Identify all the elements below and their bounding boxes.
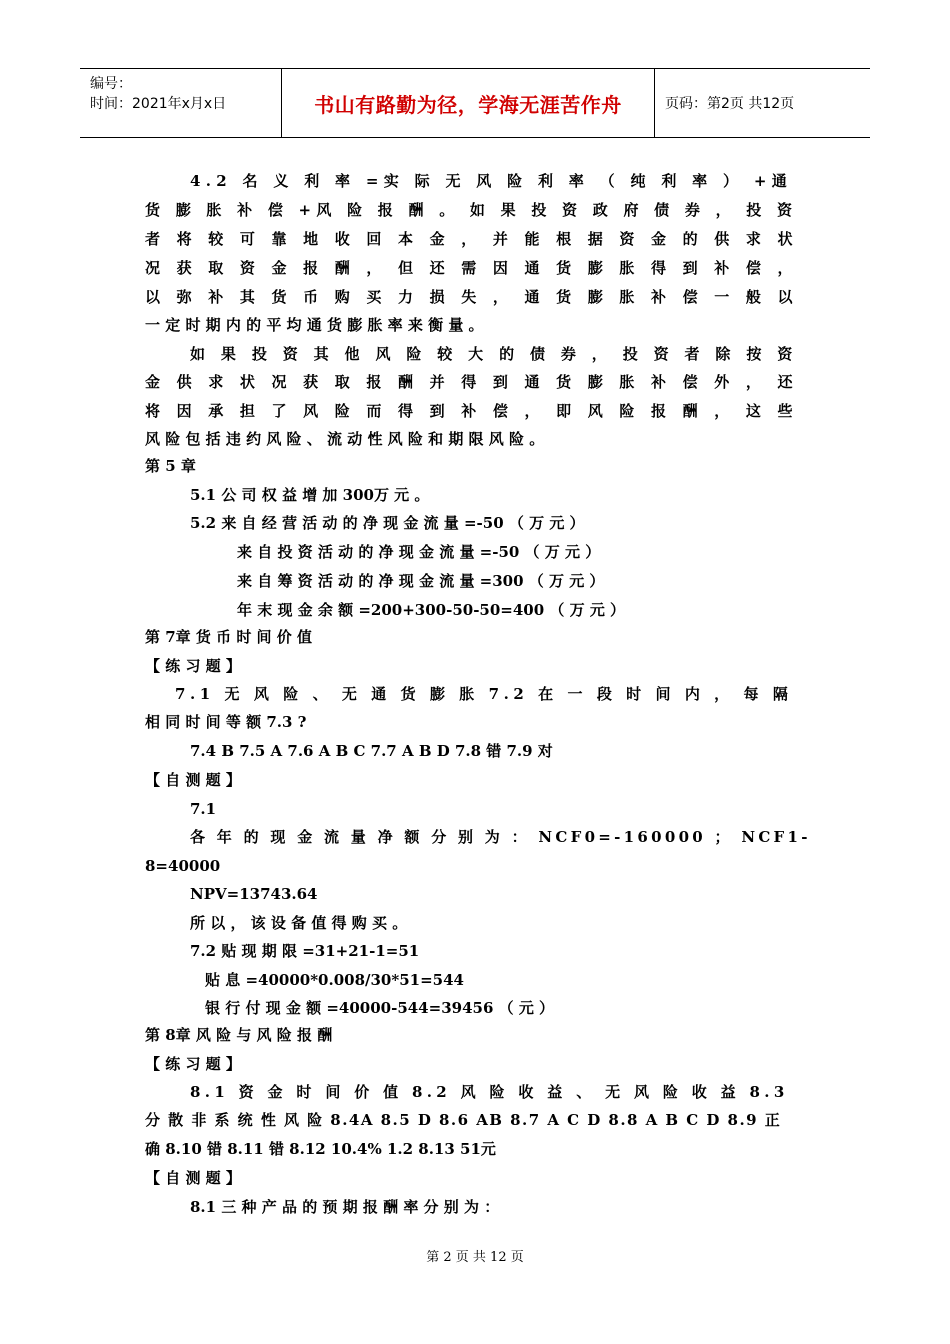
- text-line: 7.1 无 风 险 、 无 通 货 膨 胀 7.2 在 一 段 时 间 内 ， 每 隔: [175, 685, 793, 703]
- text-line: 货 膨 胀 补 偿 +风 险 报 酬 。 如 果 投 资 政 府 债 券 ， 投 资: [145, 201, 798, 219]
- text-line: NPV=13743.64: [190, 885, 318, 903]
- text-line: 者 将 较 可 靠 地 收 回 本 金 ， 并 能 根 据 资 金 的 供 求 状: [145, 230, 799, 248]
- text-line: 各 年 的 现 金 流 量 净 额 分 别 为 ： NCF0=-160000 ； NCF1-: [190, 828, 811, 846]
- text-line: 【 自 测 题 】: [145, 771, 241, 789]
- text-line: 【 练 习 题 】: [145, 1055, 241, 1073]
- text-line: 来 自 筹 资 活 动 的 净 现 金 流 量 =300 （ 万 元 ）: [237, 572, 605, 590]
- page-footer: 第 2 页 共 12 页: [426, 1250, 524, 1265]
- text-line: 【 练 习 题 】: [145, 657, 241, 675]
- text-line: 第 7章 货 币 时 间 价 值: [145, 628, 312, 646]
- header-meta-cell: [80, 69, 282, 137]
- header-page-info: 页码：第2页 共12页: [665, 96, 795, 112]
- page-header: [80, 68, 870, 138]
- text-line: 5.1 公 司 权 益 增 加 300万 元 。: [190, 486, 430, 504]
- text-line: 况 获 取 资 金 报 酬 ， 但 还 需 因 通 货 膨 胀 得 到 补 偿 ，: [145, 259, 799, 277]
- text-line: 4.2 名 义 利 率 =实 际 无 风 险 利 率 （ 纯 利 率 ） +通: [190, 172, 793, 190]
- text-line: 分 散 非 系 统 性 风 险 8.4A 8.5 D 8.6 AB 8.7 A C D 8.8 A B C D 8.9 正: [145, 1111, 782, 1129]
- text-line: 以 弥 补 其 货 币 购 买 力 损 失 ， 通 货 膨 胀 补 偿 一 般 以: [145, 288, 799, 306]
- text-line: 银 行 付 现 金 额 =40000-544=39456 （ 元 ）: [205, 999, 555, 1017]
- text-line: 相 同 时 间 等 额 7.3 ?: [145, 713, 307, 731]
- text-line: 7.4 B 7.5 A 7.6 A B C 7.7 A B D 7.8 错 7.9 对: [190, 742, 553, 760]
- text-line: 金 供 求 状 况 获 取 报 酬 并 得 到 通 货 膨 胀 补 偿 外 ， 还: [145, 373, 799, 391]
- text-line: 【 自 测 题 】: [145, 1169, 241, 1187]
- text-line: 将 因 承 担 了 风 险 而 得 到 补 偿 ， 即 风 险 报 酬 ， 这 些: [145, 402, 799, 420]
- text-line: 7.1: [190, 800, 217, 818]
- header-motto: 书山有路勤为径，学海无涯苦作舟: [282, 69, 655, 137]
- text-line: 风 险 包 括 违 约 风 险 、 流 动 性 风 险 和 期 限 风 险 。: [145, 430, 545, 448]
- text-line: 贴 息 =40000*0.008/30*51=544: [205, 971, 464, 989]
- text-line: 第 8章 风 险 与 风 险 报 酬: [145, 1026, 333, 1044]
- text-line: 来 自 投 资 活 动 的 净 现 金 流 量 =-50 （ 万 元 ）: [237, 543, 601, 561]
- number-label: 编号：: [90, 76, 132, 92]
- time-label: 时间：2021年x月x日: [90, 96, 227, 112]
- text-line: 年 末 现 金 余 额 =200+300-50-50=400 （ 万 元 ）: [237, 601, 626, 619]
- text-line: 如 果 投 资 其 他 风 险 较 大 的 债 券 ， 投 资 者 除 按 资: [190, 345, 798, 363]
- text-line: 所 以 ， 该 设 备 值 得 购 买 。: [190, 914, 408, 932]
- text-line: 8=40000: [145, 857, 221, 875]
- text-line: 7.2 贴 现 期 限 =31+21-1=51: [190, 942, 420, 960]
- text-line: 8.1 资 金 时 间 价 值 8.2 风 险 收 益 、 无 风 险 收 益 8.3: [190, 1083, 789, 1101]
- text-line: 第 5 章: [145, 457, 196, 475]
- text-line: 8.1 三 种 产 品 的 预 期 报 酬 率 分 别 为 ：: [190, 1198, 500, 1216]
- text-line: 5.2 来 自 经 营 活 动 的 净 现 金 流 量 =-50 （ 万 元 ）: [190, 514, 585, 532]
- text-line: 确 8.10 错 8.11 错 8.12 10.4% 1.2 8.13 51元: [145, 1140, 496, 1158]
- text-line: 一 定 时 期 内 的 平 均 通 货 膨 胀 率 来 衡 量 。: [145, 316, 484, 334]
